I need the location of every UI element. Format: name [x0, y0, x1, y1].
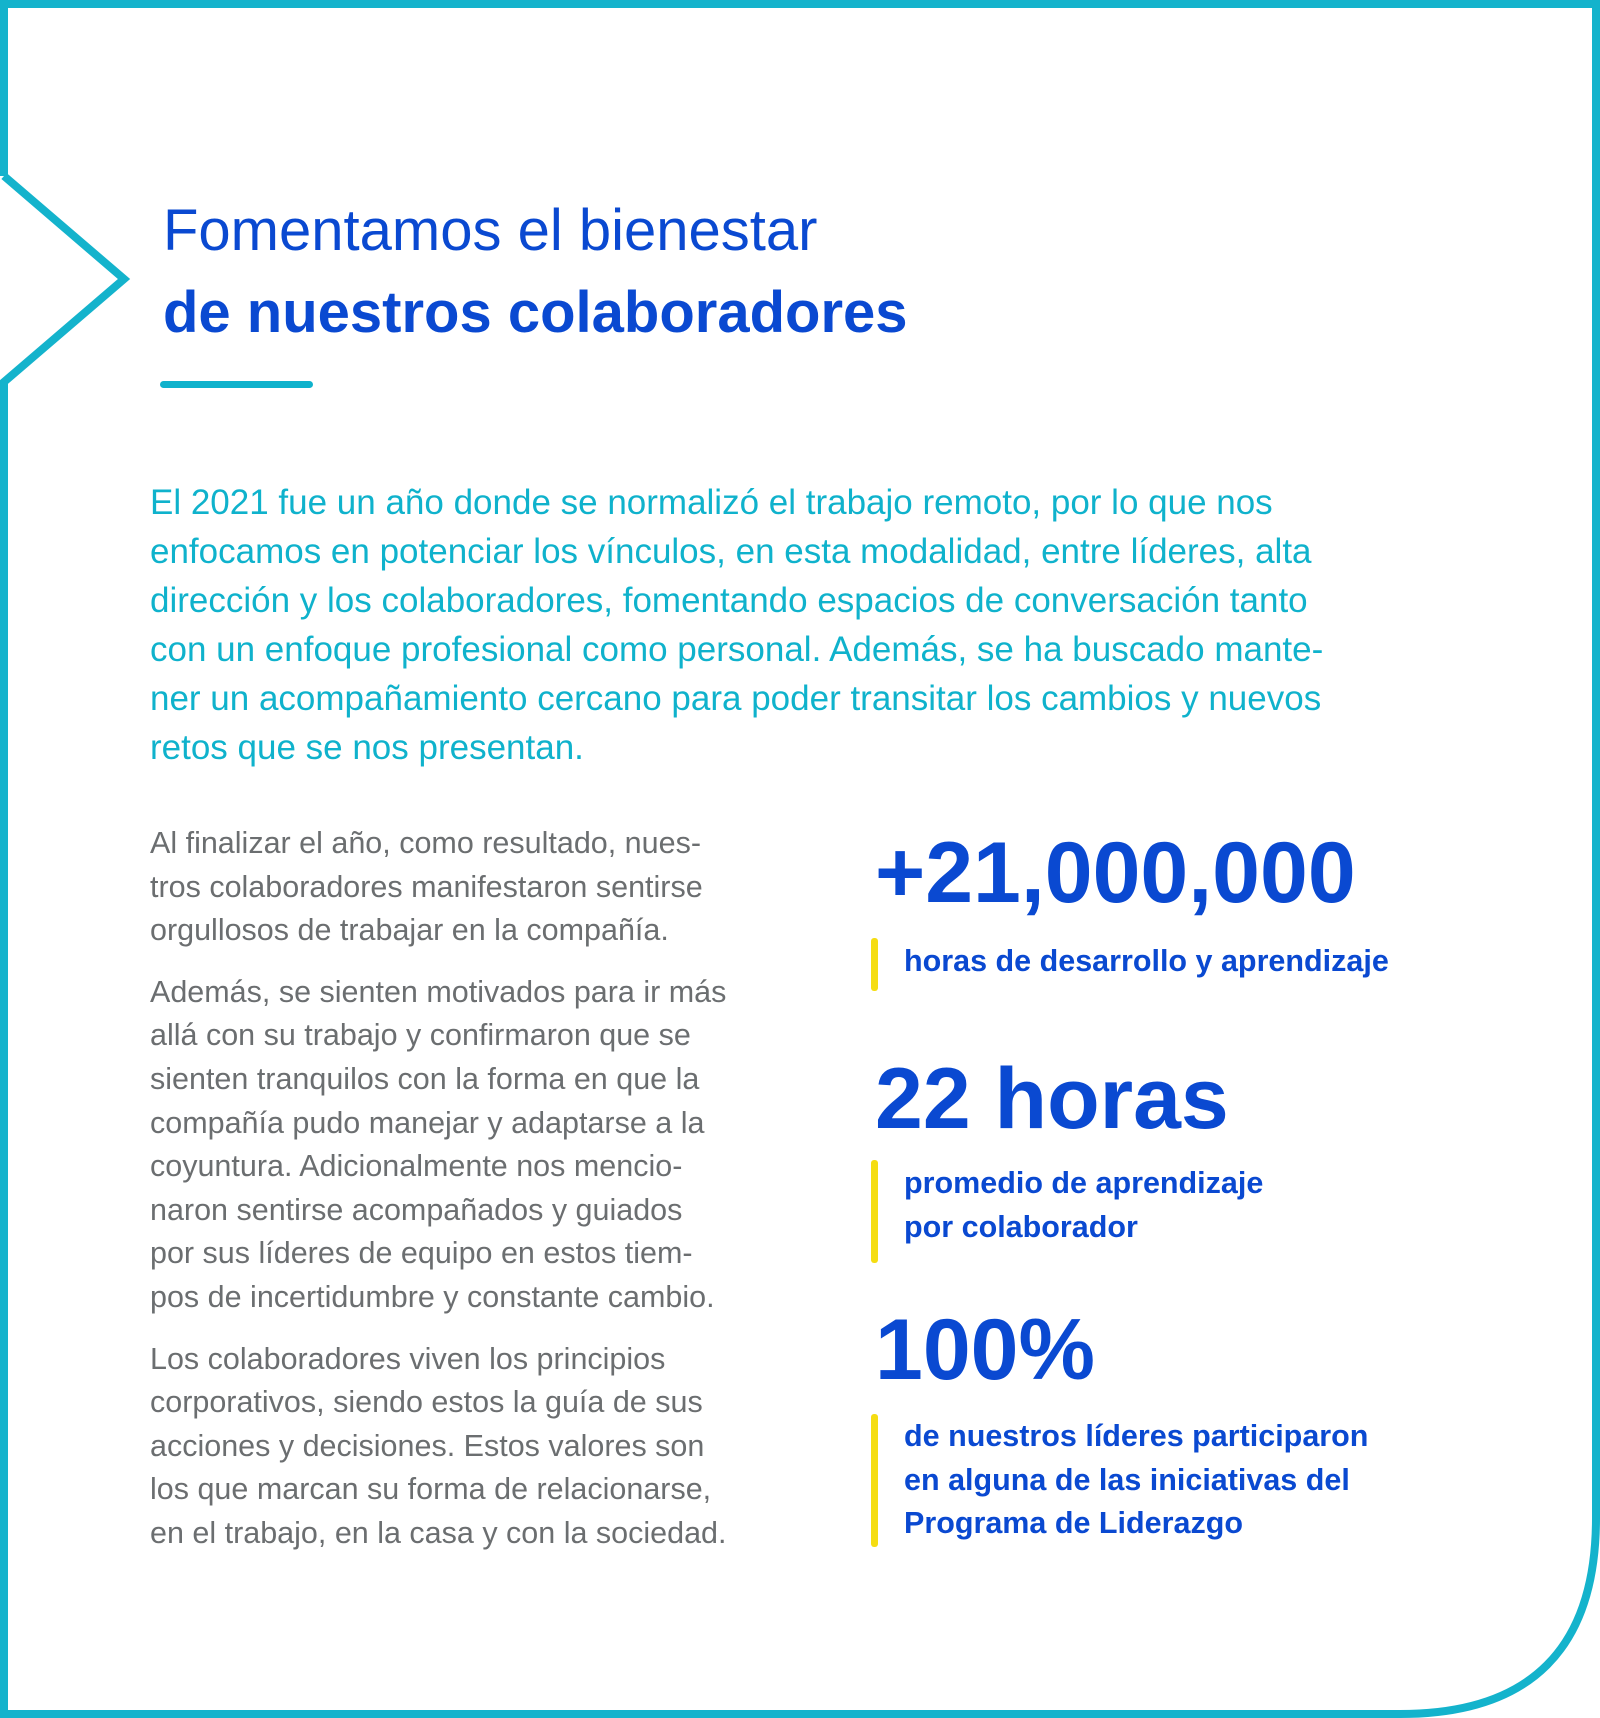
body-line: Los colaboradores viven los principios: [150, 1341, 666, 1376]
body-line: naron sentirse acompañados y guiados: [150, 1192, 683, 1227]
intro-line: retos que se nos presentan.: [150, 728, 584, 767]
body-line: Además, se sienten motivados para ir más: [150, 974, 727, 1009]
body-line: Al finalizar el año, como resultado, nues-: [150, 826, 701, 860]
body-line: allá con su trabajo y confirmaron que se: [150, 1018, 691, 1053]
stat-value-leaders-percent: 100%: [875, 1302, 1095, 1398]
body-line: los que marcan su forma de relacionarse,: [150, 1472, 712, 1507]
intro-line: dirección y los colaboradores, fomentando espacios de conversación tanto: [150, 581, 1308, 620]
intro-line: El 2021 fue un año donde se normalizó el trabajo remoto, por lo que nos: [150, 483, 1273, 522]
body-column: [150, 822, 800, 1574]
body-line: coyuntura. Adicionalmente nos mencio-: [150, 1149, 683, 1184]
body-paragraph-results: [150, 822, 800, 953]
stat-accent-bar: [871, 1160, 878, 1263]
intro-line: con un enfoque profesional como personal. Además, se ha buscado mante-: [150, 630, 1324, 669]
intro-paragraph: [150, 478, 1460, 772]
stat-accent-bar: [871, 938, 878, 991]
body-line: en el trabajo, en la casa y con la sociedad.: [150, 1515, 727, 1550]
body-line: por sus líderes de equipo en estos tiem-: [150, 1236, 693, 1271]
stat-description-line: de nuestros líderes participaron: [904, 1419, 1369, 1453]
title-underline: [160, 381, 313, 388]
body-line: acciones y decisiones. Estos valores son: [150, 1428, 705, 1463]
stat-description-line: promedio de aprendizaje: [904, 1166, 1264, 1200]
stat-description-line: en alguna de las iniciativas del: [904, 1462, 1350, 1497]
body-paragraph-motivation: [150, 971, 800, 1320]
body-line: tros colaboradores manifestaron sentirse: [150, 869, 703, 904]
page-title-bold: de nuestros colaboradores: [163, 280, 908, 345]
stat-description-learning-hours: [904, 940, 1389, 984]
stat-description-line: Programa de Liderazgo: [904, 1506, 1243, 1540]
body-line: compañía pudo manejar y adaptarse a la: [150, 1105, 705, 1140]
body-line: corporativos, siendo estos la guía de sus: [150, 1385, 703, 1420]
stat-description-leaders-percent: [904, 1415, 1368, 1546]
body-line: pos de incertidumbre y constante cambio.: [150, 1279, 715, 1314]
body-paragraph-principles: [150, 1338, 800, 1556]
intro-line: enfocamos en potenciar los vínculos, en esta modalidad, entre líderes, alta: [150, 532, 1312, 571]
stat-description-line: horas de desarrollo y aprendizaje: [904, 944, 1389, 978]
intro-line: ner un acompañamiento cercano para poder transitar los cambios y nuevos: [150, 679, 1322, 718]
stat-value-learning-hours: +21,000,000: [875, 825, 1356, 921]
stat-value-average-hours: 22 horas: [875, 1051, 1229, 1147]
body-line: orgullosos de trabajar en la compañía.: [150, 913, 669, 948]
stat-accent-bar: [871, 1414, 878, 1547]
stat-description-line: por colaborador: [904, 1209, 1138, 1244]
stat-description-average-hours: [904, 1162, 1263, 1249]
page-title-light: Fomentamos el bienestar: [163, 198, 818, 263]
body-line: sienten tranquilos con la forma en que la: [150, 1061, 700, 1096]
